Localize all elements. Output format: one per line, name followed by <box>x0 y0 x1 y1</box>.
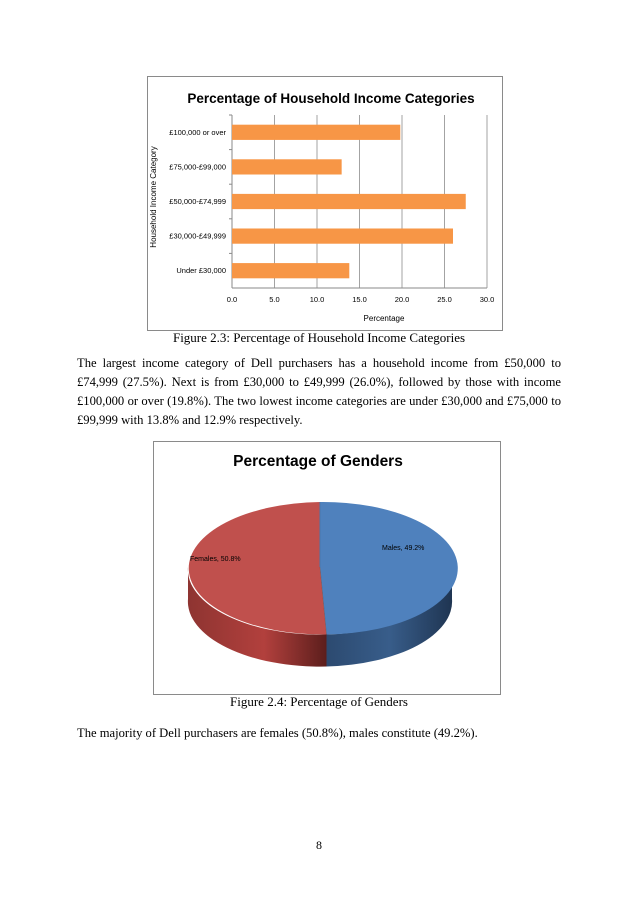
income-chart <box>147 76 503 331</box>
bar <box>232 194 466 209</box>
x-tick-label: 20.0 <box>394 295 410 304</box>
x-tick-label: 25.0 <box>437 295 452 304</box>
x-tick-label: 15.0 <box>352 295 367 304</box>
category-label: £75,000-£99,000 <box>169 162 226 172</box>
category-label: £30,000-£49,999 <box>169 231 226 241</box>
bar <box>232 159 342 174</box>
gender-chart <box>153 441 501 695</box>
category-label: Under £30,000 <box>176 266 226 276</box>
figure-2-4-caption: Figure 2.4: Percentage of Genders <box>230 694 408 709</box>
income-bar-chart-svg <box>148 77 502 330</box>
category-label: £100,000 or over <box>169 127 226 137</box>
income-chart-ylabel: Household Income Category <box>149 146 158 248</box>
gender-pie-chart-svg <box>154 442 500 694</box>
x-tick-label: 5.0 <box>269 295 280 304</box>
x-tick-label: 30.0 <box>479 295 495 304</box>
category-label: £50,000-£74,999 <box>169 197 226 206</box>
bar <box>232 263 349 278</box>
income-paragraph: The largest income category of Dell purchasers has a household income from £50,000 to £74,999 (27.5%). Next is from £30,000 to £49,999 (26.0%), followed by those with income £100,000 or over (19.8%). The two lowest income categories are under £30,000 and £75,000 to £99,999 with 13.8% and 12.9% respectively. <box>77 356 561 427</box>
x-tick-label: 10.0 <box>309 295 325 304</box>
bar <box>232 125 400 140</box>
pie-data-label-male: Males, 49.2% <box>382 545 425 552</box>
page-number: 8 <box>316 838 322 852</box>
figure-2-3-caption: Figure 2.3: Percentage of Household Income Categories <box>172 330 466 345</box>
gender-chart-title: Percentage of Genders <box>233 453 403 470</box>
income-chart-title: Percentage of Household Income Categories <box>187 91 475 106</box>
bar <box>232 228 453 243</box>
income-chart-xlabel: Percentage <box>363 314 405 323</box>
gender-paragraph: The majority of Dell purchasers are females (50.8%), males constitute (49.2%). <box>77 726 478 740</box>
pie-data-label-female: Females, 50.8% <box>190 556 241 563</box>
x-tick-label: 0.0 <box>226 295 238 304</box>
